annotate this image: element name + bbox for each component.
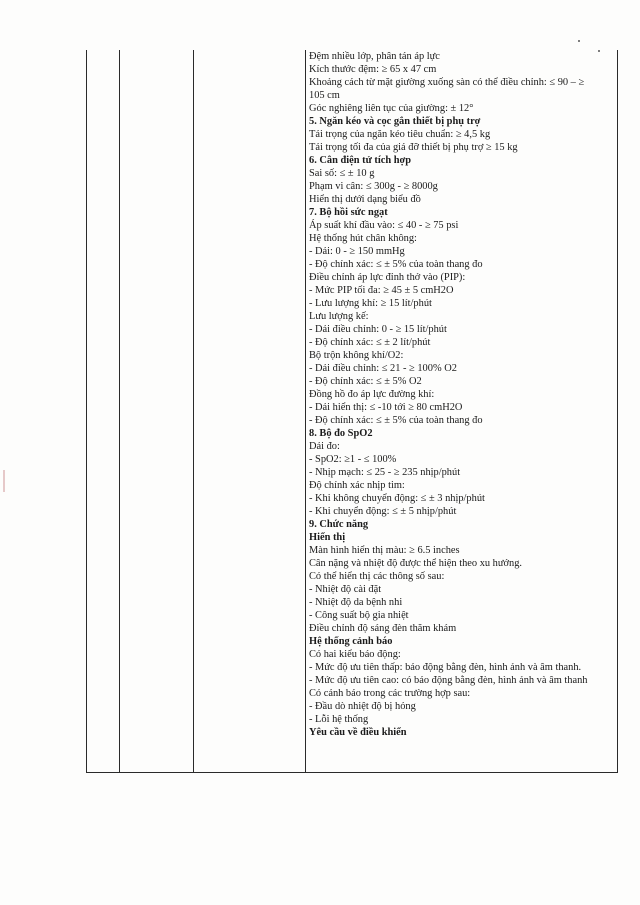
- section-heading: 6. Cân điện tử tích hợp: [309, 155, 412, 166]
- spec-line: Khoảng cách từ mặt giường xuống sàn có thể điều chỉnh: ≤ 90 – ≥: [309, 77, 585, 88]
- section-heading: 5. Ngăn kéo và cọc gắn thiết bị phụ trợ: [309, 116, 481, 127]
- spec-line: Độ chính xác nhịp tim:: [309, 480, 405, 491]
- spec-line: - Mức PIP tối đa: ≥ 45 ± 5 cmH2O: [309, 285, 454, 296]
- spec-line: - Khi không chuyển động: ≤ ± 3 nhịp/phút: [309, 493, 485, 504]
- spec-line: - Khi chuyển động: ≤ ± 5 nhịp/phút: [309, 506, 457, 517]
- spec-line: Tải trọng tối đa của giá đỡ thiết bị phụ trợ ≥ 15 kg: [309, 142, 518, 153]
- section-heading: 9. Chức năng: [309, 519, 369, 530]
- section-heading: 8. Bộ đo SpO2: [309, 428, 373, 439]
- section-heading: Hiển thị: [309, 532, 346, 543]
- spec-line: - Dải điều chỉnh: 0 - ≥ 15 lít/phút: [309, 324, 447, 335]
- table-bottom-border: [86, 772, 618, 773]
- spec-line: Đồng hồ đo áp lực đường khí:: [309, 389, 435, 400]
- spec-line: - Lỗi hệ thống: [309, 714, 369, 725]
- table-border-left: [86, 50, 87, 773]
- spec-line: Có cảnh báo trong các trường hợp sau:: [309, 688, 471, 699]
- spec-line: - Lưu lượng khí: ≥ 15 lít/phút: [309, 298, 432, 309]
- spec-line: Hệ thống hút chân không:: [309, 233, 417, 244]
- spec-line: - Độ chính xác: ≤ ± 5% O2: [309, 376, 422, 387]
- spec-line: - Nhiệt độ da bệnh nhi: [309, 597, 403, 608]
- spec-line: - Dải: 0 - ≥ 150 mmHg: [309, 246, 405, 257]
- spec-line: - Nhiệt độ cài đặt: [309, 584, 382, 595]
- spec-line: Bộ trộn không khí/O2:: [309, 350, 404, 361]
- scan-speck: [578, 40, 580, 42]
- spec-line: Có thể hiển thị các thông số sau:: [309, 571, 445, 582]
- spec-line: - Độ chính xác: ≤ ± 5% của toàn thang đo: [309, 259, 483, 270]
- section-heading: 7. Bộ hồi sức ngạt: [309, 207, 388, 218]
- spec-line: Áp suất khí đầu vào: ≤ 40 - ≥ 75 psi: [309, 220, 459, 231]
- spec-line: Đệm nhiều lớp, phân tán áp lực: [309, 51, 440, 62]
- specification-cell: [309, 50, 617, 739]
- spec-line: Điều chỉnh áp lực đỉnh thở vào (PIP):: [309, 272, 466, 283]
- spec-line: 105 cm: [309, 90, 340, 101]
- spec-line: Điều chỉnh độ sáng đèn thăm khám: [309, 623, 457, 634]
- spec-line: - Mức độ ưu tiên thấp: báo động bằng đèn, hình ảnh và âm thanh.: [309, 662, 582, 673]
- spec-line: Có hai kiểu báo động:: [309, 649, 401, 660]
- spec-line: Dải đo:: [309, 441, 340, 452]
- spec-line: Hiển thị dưới dạng biểu đồ: [309, 194, 421, 205]
- spec-line: Tải trọng của ngăn kéo tiêu chuẩn: ≥ 4,5 kg: [309, 129, 491, 140]
- spec-line: - SpO2: ≥1 - ≤ 100%: [309, 454, 397, 465]
- spec-line: - Mức độ ưu tiên cao: có báo động bằng đèn, hình ảnh và âm thanh: [309, 675, 588, 686]
- spec-line: - Dải hiển thị: ≤ -10 tới ≥ 80 cmH2O: [309, 402, 463, 413]
- spec-line: Cân nặng và nhiệt độ được thể hiện theo xu hướng.: [309, 558, 522, 569]
- section-heading: Hệ thống cảnh báo: [309, 636, 393, 647]
- spec-line: - Độ chính xác: ≤ ± 2 lít/phút: [309, 337, 431, 348]
- table-column-divider: [119, 50, 120, 773]
- spec-line: Kích thước đệm: ≥ 65 x 47 cm: [309, 64, 437, 75]
- spec-line: - Nhịp mạch: ≤ 25 - ≥ 235 nhịp/phút: [309, 467, 461, 478]
- spec-line: - Đầu dò nhiệt độ bị hỏng: [309, 701, 416, 712]
- spec-line: Lưu lượng kế:: [309, 311, 369, 322]
- spec-line: - Độ chính xác: ≤ ± 5% của toàn thang đo: [309, 415, 483, 426]
- table-column-divider: [305, 50, 306, 773]
- table-border-right: [617, 50, 618, 773]
- spec-line: - Công suất bộ gia nhiệt: [309, 610, 409, 621]
- spec-line: Góc nghiêng liên tục của giường: ± 12°: [309, 103, 474, 114]
- spec-line: Màn hình hiển thị màu: ≥ 6.5 inches: [309, 545, 460, 556]
- table-column-divider: [193, 50, 194, 773]
- spec-line: - Dải điều chỉnh: ≤ 21 - ≥ 100% O2: [309, 363, 457, 374]
- spec-line: Sai số: ≤ ± 10 g: [309, 168, 375, 179]
- section-heading: Yêu cầu về điều khiển: [309, 727, 407, 738]
- spec-line: Phạm vi cân: ≤ 300g - ≥ 8000g: [309, 181, 438, 192]
- scan-margin-mark: [3, 470, 5, 492]
